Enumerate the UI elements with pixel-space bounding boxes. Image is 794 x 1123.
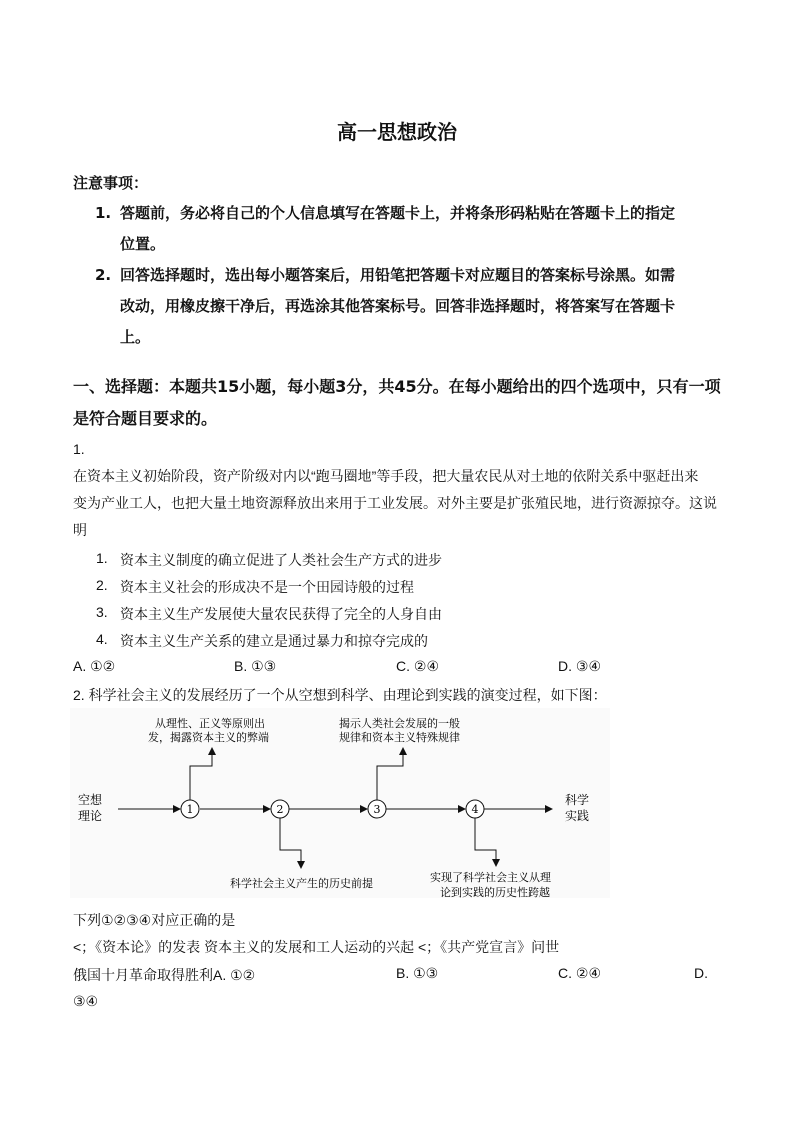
note-2-line-1: 回答选择题时，选出每小题答案后，用铅笔把答题卡对应题目的答案标号涂黑。如需 <box>120 266 676 284</box>
diagram-annotation-4-line-2: 论到实践的历史性跨越 <box>440 886 550 899</box>
note-1-line-1: 答题前，务必将自己的个人信息填写在答题卡上，并将条形码粘贴在答题卡上的指定 <box>120 204 676 222</box>
diagram-annotation-4-line-1: 实现了科学社会主义从理 <box>430 871 551 884</box>
diagram-node-3-label: 3 <box>373 803 381 816</box>
q1-option-b[interactable]: B. ①③ <box>234 658 277 674</box>
q1-option-c[interactable]: C. ②④ <box>396 658 439 674</box>
q1-statement-3: 资本主义生产发展使大量农民获得了完全的人身自由 <box>120 606 442 622</box>
diagram-annotation-2: 科学社会主义产生的历史前提 <box>230 877 373 890</box>
diagram-end-label-1: 科学 <box>565 793 590 807</box>
q1-statement-1: 资本主义制度的确立促进了人类社会生产方式的进步 <box>120 552 442 568</box>
q2-option-d[interactable]: D. <box>694 965 708 981</box>
q2-stem: 2. 科学社会主义的发展经历了一个从空想到科学、由理论到实践的演变过程，如下图： <box>73 687 607 703</box>
q1-stem-line-3: 明 <box>73 522 87 538</box>
note-2-number: 2. <box>95 266 112 284</box>
diagram-node-4-label: 4 <box>471 803 479 816</box>
note-1-number: 1. <box>95 204 112 222</box>
diagram-node-1-label: 1 <box>186 803 194 816</box>
notes-heading: 注意事项： <box>73 174 149 192</box>
q2-question: 下列①②③④对应正确的是 <box>73 912 236 928</box>
q1-stem-line-1: 在资本主义初始阶段，资产阶级对内以“跑马圈地”等手段，把大量农民从对土地的依附关系中驱赶出来 <box>73 468 699 484</box>
note-2-line-3: 上。 <box>120 328 151 346</box>
note-1-line-2: 位置。 <box>120 235 166 253</box>
page-title: 高一思想政治 <box>337 120 457 144</box>
diagram-start-label-1: 空想 <box>78 793 103 807</box>
q1-statement-4: 资本主义生产关系的建立是通过暴力和掠夺完成的 <box>120 633 428 649</box>
diagram-node-2-label: 2 <box>276 803 284 816</box>
q2-option-b[interactable]: B. ①③ <box>396 965 439 981</box>
diagram-annotation-1-line-2: 发，揭露资本主义的弊端 <box>148 731 269 744</box>
section-header-line-2: 是符合题目要求的。 <box>73 409 218 428</box>
q1-option-d[interactable]: D. ③④ <box>558 658 601 674</box>
note-2-line-2: 改动，用橡皮擦干净后，再选涂其他答案标号。回答非选择题时，将答案写在答题卡 <box>120 297 676 315</box>
q1-number: 1. <box>73 441 85 457</box>
section-header-line-1: 一、选择题：本题共15小题，每小题3分，共45分。在每小题给出的四个选项中，只有一项 <box>73 377 721 396</box>
q1-statement-1-number: 1. <box>96 550 108 566</box>
q2-option-d-value[interactable]: ③④ <box>73 993 99 1009</box>
q1-option-a[interactable]: A. ①② <box>73 658 116 674</box>
q2-diagram <box>70 708 610 903</box>
diagram-annotation-1-line-1: 从理性、正义等原则出 <box>155 717 265 730</box>
q1-statement-3-number: 3. <box>96 604 108 620</box>
diagram-start-label-2: 理论 <box>78 809 103 823</box>
q1-stem-line-2: 变为产业工人，也把大量土地资源释放出来用于工业发展。对外主要是扩张殖民地，进行资源掠夺。这说 <box>73 495 717 511</box>
q1-statement-2: 资本主义社会的形成决不是一个田园诗般的过程 <box>120 579 414 595</box>
diagram-annotation-3-line-1: 揭示人类社会发展的一般 <box>339 717 460 730</box>
q2-option-c[interactable]: C. ②④ <box>558 965 601 981</box>
q1-statement-2-number: 2. <box>96 577 108 593</box>
diagram-annotation-3-line-2: 规律和资本主义特殊规律 <box>339 731 460 744</box>
q2-item-line: <；《资本论》的发表 资本主义的发展和工人运动的兴起 <；《共产党宣言》问世 <box>73 939 560 955</box>
diagram-end-label-2: 实践 <box>565 809 590 823</box>
q2-option-a-line[interactable]: 俄国十月革命取得胜利A. ①② <box>73 967 256 983</box>
q1-statement-4-number: 4. <box>96 631 108 647</box>
